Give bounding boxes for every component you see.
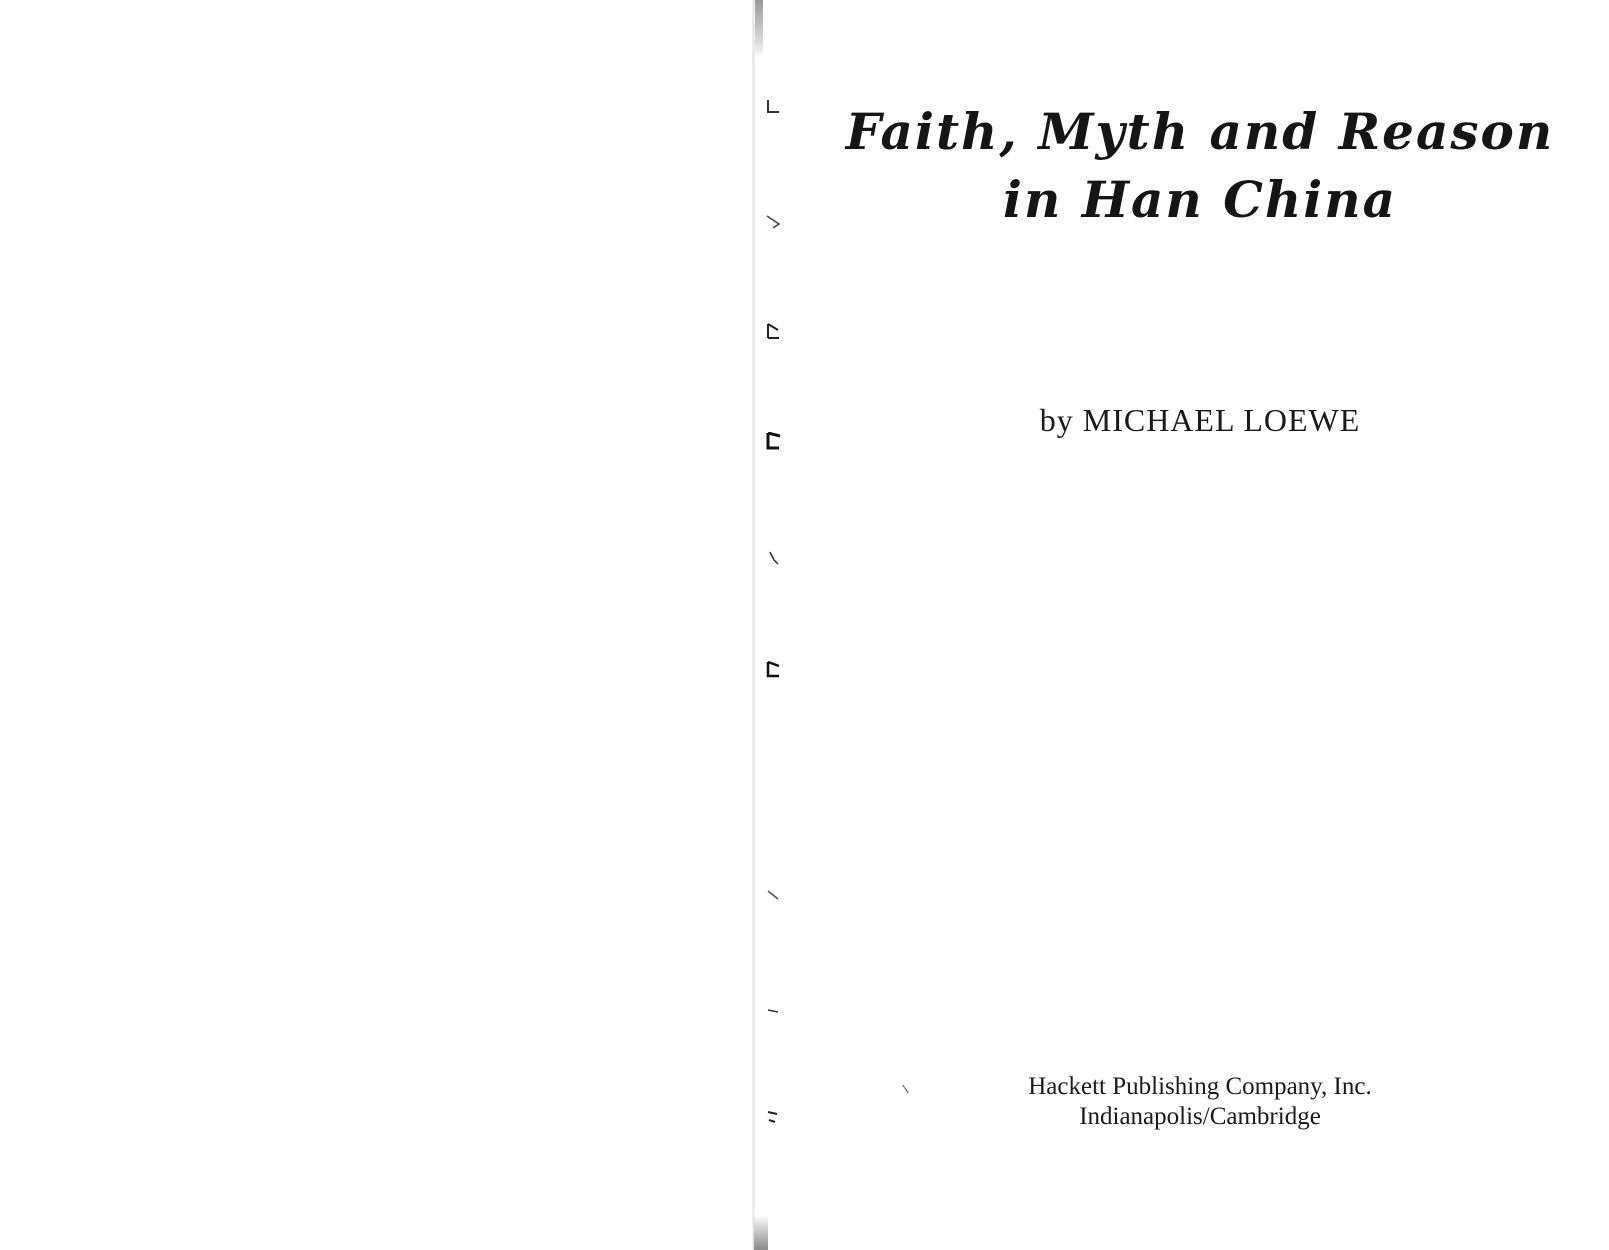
binding-mark — [765, 548, 783, 568]
book-title-line-2: in Han China — [1002, 170, 1398, 229]
binding-mark — [765, 1108, 783, 1128]
author-line: by MICHAEL LOEWE — [1039, 402, 1361, 438]
publisher-location: Indianapolis/Cambridge — [1079, 1103, 1321, 1130]
binding-mark — [765, 432, 783, 452]
book-title-line-1: Faith, Myth and Reason — [845, 102, 1555, 161]
binding-gutter — [752, 0, 755, 1250]
publisher-name: Hackett Publishing Company, Inc. — [1028, 1073, 1372, 1100]
binding-shadow-top — [755, 0, 763, 58]
binding-shadow-bottom — [754, 1215, 768, 1250]
binding-mark — [765, 212, 783, 232]
binding-mark — [765, 885, 783, 905]
book-title — [840, 98, 1560, 234]
binding-mark — [765, 322, 783, 342]
publisher-block — [900, 1072, 1500, 1132]
binding-mark — [765, 660, 783, 680]
binding-mark — [765, 1000, 783, 1020]
binding-mark — [765, 98, 783, 118]
left-page-blank — [0, 0, 768, 1250]
